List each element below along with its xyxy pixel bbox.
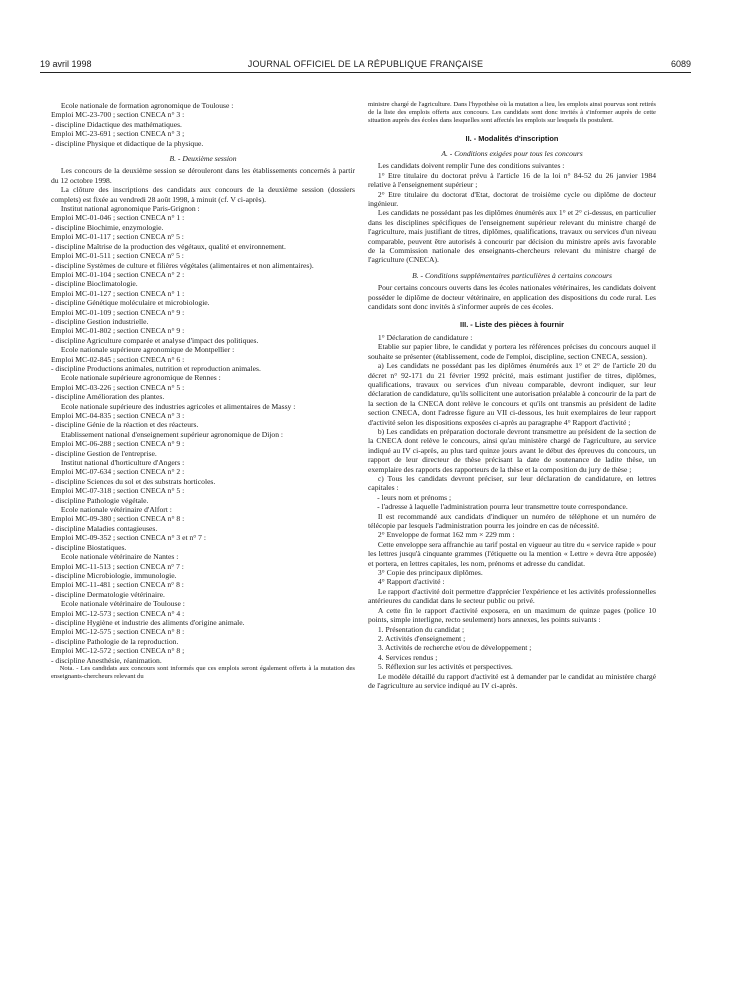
right-column-paragraph: ministre chargé de l'agriculture. Dans l'hypothèse où la mutation a lieu, les emplois ainsi pourvus sont retirés de la liste des emplois offerts aux concours. Les candidats sont donc invités à s'informer auprès de cette situation auprès des écoles dans lesquelles sont affectés les emplois sur lesquels ils postulent. <box>368 101 656 125</box>
left-column-paragraph: Institut national d'horticulture d'Angers : <box>60 458 185 468</box>
left-column-paragraph: Emploi MC-01-104 ; section CNECA n° 2 : <box>51 269 185 279</box>
left-column-paragraph: Nota. - Les candidats aux concours sont informés que ces emplois seront également offerts à la mutation des enseignants-chercheurs relevant du <box>51 664 355 681</box>
right-column <box>368 101 656 963</box>
left-column-paragraph: Emploi MC-12-575 ; section CNECA n° 8 : <box>51 627 185 637</box>
left-column-paragraph: - discipline Physique et didactique de la physique. <box>51 138 204 148</box>
left-column-paragraph: - discipline Systèmes de culture et filières végétales (alimentaires et non alimentaires). <box>51 260 314 270</box>
right-column-paragraph: 5. Réflexion sur les activités et perspectives. <box>377 662 513 672</box>
left-column-paragraph: Emploi MC-23-691 ; section CNECA n° 3 ; <box>51 129 185 139</box>
left-column-paragraph: Ecole nationale de formation agronomique de Toulouse : <box>60 101 234 110</box>
right-column-paragraph: 2° Enveloppe de format 162 mm × 229 mm : <box>377 530 515 540</box>
right-column-paragraph: 3. Activités de recherche et/ou de développement ; <box>377 643 532 653</box>
left-column-paragraph: Emploi MC-01-117 ; section CNECA n° 5 : <box>51 232 184 242</box>
right-column-paragraph: 4. Services rendus ; <box>377 652 438 662</box>
left-column <box>51 101 355 963</box>
left-column-paragraph: - discipline Maîtrise de la production des végétaux, qualité et environnement. <box>51 241 286 251</box>
left-column-paragraph: - discipline Hygiène et industrie des aliments d'origine animale. <box>51 617 245 627</box>
left-column-paragraph: Ecole nationale supérieure agronomique de Rennes : <box>60 373 221 383</box>
left-column-paragraph: Emploi MC-02-845 ; section CNECA n° 6 : <box>51 354 185 364</box>
left-column-paragraph: - discipline Biostatiques. <box>51 542 127 552</box>
right-column-paragraph: - leurs nom et prénoms ; <box>377 492 452 502</box>
left-column-paragraph: - discipline Dermatologie vétérinaire. <box>51 589 165 599</box>
right-column-paragraph: Etablie sur papier libre, le candidat y portera les références précises du concours auquel il souhaite se présenter (établissement, code de l'emploi, discipline, section CNECA, session). <box>368 342 656 361</box>
left-column-paragraph: Les concours de la deuxième session se dérouleront dans les établissements concernés à partir du 12 octobre 1998. <box>51 166 355 185</box>
right-column-paragraph: Cette enveloppe sera affranchie au tarif postal en vigueur au titre du « service rapide » pour les lettres jusqu'à cinquante grammes (l'étiquette ou la mention « Lettre » devra être apposée) et portera, en lettres capitales, les nom, prénoms et adresse du candidat. <box>368 539 656 568</box>
right-column-paragraph: 3° Copie des principaux diplômes. <box>377 568 483 578</box>
left-column-paragraph: Emploi MC-12-572 ; section CNECA n° 8 ; <box>51 646 185 656</box>
left-column-paragraph: Emploi MC-01-127 ; section CNECA n° 1 : <box>51 288 185 298</box>
left-column-paragraph: Emploi MC-01-046 ; section CNECA n° 1 : <box>51 213 185 223</box>
right-column-paragraph: A. - Conditions exigées pour tous les concours <box>441 149 583 159</box>
right-column-paragraph: Les candidats doivent remplir l'une des conditions suivantes : <box>377 161 565 171</box>
left-column-paragraph: - discipline Biochimie, enzymologie. <box>51 222 164 232</box>
left-column-paragraph: - discipline Anesthésie, réanimation. <box>51 655 162 665</box>
left-column-paragraph: Ecole nationale supérieure agronomique de Montpellier : <box>60 345 235 355</box>
right-column-paragraph: 2° Etre titulaire du doctorat d'Etat, doctorat de troisième cycle ou diplôme de docteur ingénieur. <box>368 189 656 209</box>
left-column-paragraph: Emploi MC-07-634 ; section CNECA n° 2 : <box>51 467 185 477</box>
right-column-paragraph: Le modèle détaillé du rapport d'activité est à demander par le candidat au ministère chargé de l'agriculture au service indiqué au IV ci-après. <box>368 671 656 690</box>
right-column-paragraph: Les candidats ne possédant pas les diplômes énumérés aux 1° et 2° ci-dessus, en particulier dans les disciplines spécifiques de l'enseignement supérieur relevant du ministre chargé de l'agriculture, mais justifiant de titres, diplômes, qualifications, travaux ou services d'un niveau comparable, peuvent être autorisés à concourir par décision du ministre après avis favorable de la Commission nationale des enseignants-chercheurs relevant du ministre chargé de l'agriculture (CNECA). <box>368 208 656 265</box>
left-column-paragraph: Emploi MC-09-352 ; section CNECA n° 3 et n° 7 : <box>51 533 206 543</box>
left-column-paragraph: - discipline Microbiologie, immunologie. <box>51 570 177 580</box>
left-column-paragraph: - discipline Génétique moléculaire et microbiologie. <box>51 298 210 308</box>
left-column-paragraph: - discipline Bioclimatologie. <box>51 279 138 289</box>
left-column-paragraph: Emploi MC-11-481 ; section CNECA n° 8 : <box>51 580 184 590</box>
left-column-paragraph: Etablissement national d'enseignement supérieur agronomique de Dijon : <box>60 429 284 439</box>
right-column-paragraph: Pour certains concours ouverts dans les écoles nationales vétérinaires, les candidats doivent posséder le diplôme de docteur vétérinaire, en application des dispositions du code rural. Les candidats sont donc invités à s'informer auprès de ces écoles. <box>368 283 656 312</box>
left-column-paragraph: - discipline Gestion industrielle. <box>51 316 149 326</box>
left-column-paragraph: Emploi MC-06-288 ; section CNECA n° 9 : <box>51 439 185 449</box>
left-column-paragraph: Institut national agronomique Paris-Grignon : <box>60 204 200 214</box>
right-column-paragraph: a) Les candidats ne possédant pas les diplômes énumérés aux 1° et 2° de l'article 20 du décret n° 92-171 du 21 février 1992 précité, mais estimant justifier de titres, diplômes, qualifications, travaux ou services d'un niveau comparable, devront indiquer, sur leur déclaration de candidature, qu'ils sollicitent une autorisation préalable à concourir de la part de la section de la CNECA dont relève le concours et qu'ils ont transmis au président de ladite section CNECA, dont l'adresse figure au VII ci-dessous, les huit exemplaires de leur rapport d'activité selon les dispositions exposées ci-après au paragraphe 4° Rapport d'activité ; <box>368 361 656 427</box>
right-column-paragraph: - l'adresse à laquelle l'administration pourra leur transmettre toute correspondance. <box>377 502 628 512</box>
left-column-paragraph: Emploi MC-09-380 ; section CNECA n° 8 : <box>51 514 185 524</box>
right-column-paragraph: Le rapport d'activité doit permettre d'apprécier l'expérience et les activités professionnelles antérieures du candidat dans le secteur public ou privé. <box>368 586 656 606</box>
left-column-paragraph: La clôture des inscriptions des candidats aux concours de la deuxième session (dossiers complets) est fixée au vendredi 28 août 1998, à minuit (cf. V ci-après). <box>51 185 355 204</box>
right-column-paragraph: 4° Rapport d'activité : <box>377 577 445 587</box>
left-column-paragraph: Ecole nationale vétérinaire d'Alfort : <box>60 505 172 515</box>
left-column-paragraph: - discipline Pathologie végétale. <box>51 495 149 505</box>
left-column-paragraph: B. - Deuxième session <box>169 154 237 164</box>
right-column-paragraph: 2. Activités d'enseignement ; <box>377 633 466 643</box>
left-column-paragraph: - discipline Gestion de l'entreprise. <box>51 448 157 458</box>
left-column-paragraph: - discipline Maladies contagieuses. <box>51 523 158 533</box>
left-column-paragraph: Ecole nationale vétérinaire de Toulouse : <box>60 599 185 609</box>
journal-title: JOURNAL OFFICIEL DE LA RÉPUBLIQUE FRANÇAISE <box>247 59 484 69</box>
left-column-paragraph: Emploi MC-23-700 ; section CNECA n° 3 : <box>51 110 185 120</box>
left-column-paragraph: Emploi MC-04-835 ; section CNECA n° 3 : <box>51 411 185 420</box>
left-column-paragraph: - discipline Amélioration des plantes. <box>51 392 165 402</box>
page-header <box>40 58 691 73</box>
right-column-paragraph: A cette fin le rapport d'activité exposera, en un maximum de quinze pages (police 10 points, simple interligne, recto seulement) hors annexes, les points suivants : <box>368 605 656 625</box>
right-column-paragraph: b) Les candidats en préparation doctorale devront transmettre au président de la section de la CNECA dont relève le concours, ainsi qu'au ministère chargé de l'agriculture, au service indiqué au IV ci-après, au plus tard quinze jours avant le début des épreuves du concours, un rapport de leur directeur de thèse précisant la date de soutenance de ladite thèse, un exemplaire des rapports des rapporteurs de la thèse et la composition du jury de thèse ; <box>368 426 656 474</box>
left-column-paragraph: - discipline Agriculture comparée et analyse d'impact des politiques. <box>51 335 259 345</box>
left-column-paragraph: Emploi MC-07-318 ; section CNECA n° 5 : <box>51 486 185 496</box>
left-column-paragraph: - discipline Génie de la réaction et des réacteurs. <box>51 420 199 430</box>
right-column-paragraph: 1° Etre titulaire du doctorat prévu à l'article 16 de la loi n° 84-52 du 26 janvier 1984 relative à l'enseignement supérieur ; <box>368 170 656 190</box>
left-column-paragraph: - discipline Pathologie de la reproduction. <box>51 636 179 646</box>
left-column-paragraph: Emploi MC-01-511 ; section CNECA n° 5 : <box>51 251 184 261</box>
left-column-paragraph: Emploi MC-01-802 ; section CNECA n° 9 : <box>51 326 185 336</box>
right-column-paragraph: c) Tous les candidats devront préciser, sur leur déclaration de candidature, en lettres capitales : <box>368 474 656 493</box>
right-column-paragraph: Il est recommandé aux candidats d'indiquer un numéro de téléphone et un numéro de télécopie par lesquels l'administration pourra les joindre en cas de nécessité. <box>368 511 656 531</box>
left-column-paragraph: Ecole nationale supérieure des industries agricoles et alimentaires de Massy : <box>60 401 296 411</box>
left-column-paragraph: Emploi MC-12-573 ; section CNECA n° 4 : <box>51 608 185 618</box>
right-column-paragraph: III. - Liste des pièces à fournir <box>460 319 564 329</box>
left-column-paragraph: Emploi MC-03-226 ; section CNECA n° 5 : <box>51 382 185 392</box>
right-column-paragraph: B. - Conditions supplémentaires particulières à certains concours <box>412 270 612 280</box>
right-column-paragraph: II. - Modalités d'inscription <box>465 133 559 143</box>
left-column-paragraph: Emploi MC-11-513 ; section CNECA n° 7 : <box>51 561 184 571</box>
page-number: 6089 <box>670 59 691 69</box>
left-column-paragraph: Emploi MC-01-109 ; section CNECA n° 9 : <box>51 307 185 317</box>
right-column-paragraph: 1° Déclaration de candidature : <box>377 332 473 342</box>
left-column-paragraph: Ecole nationale vétérinaire de Nantes : <box>60 552 179 562</box>
left-column-paragraph: - discipline Sciences du sol et des substrats horticoles. <box>51 476 216 486</box>
right-column-paragraph: 1. Présentation du candidat ; <box>377 624 465 634</box>
left-column-paragraph: - discipline Productions animales, nutrition et reproduction animales. <box>51 363 261 373</box>
header-date: 19 avril 1998 <box>40 59 92 69</box>
left-column-paragraph: - discipline Didactique des mathématiques. <box>51 119 182 129</box>
